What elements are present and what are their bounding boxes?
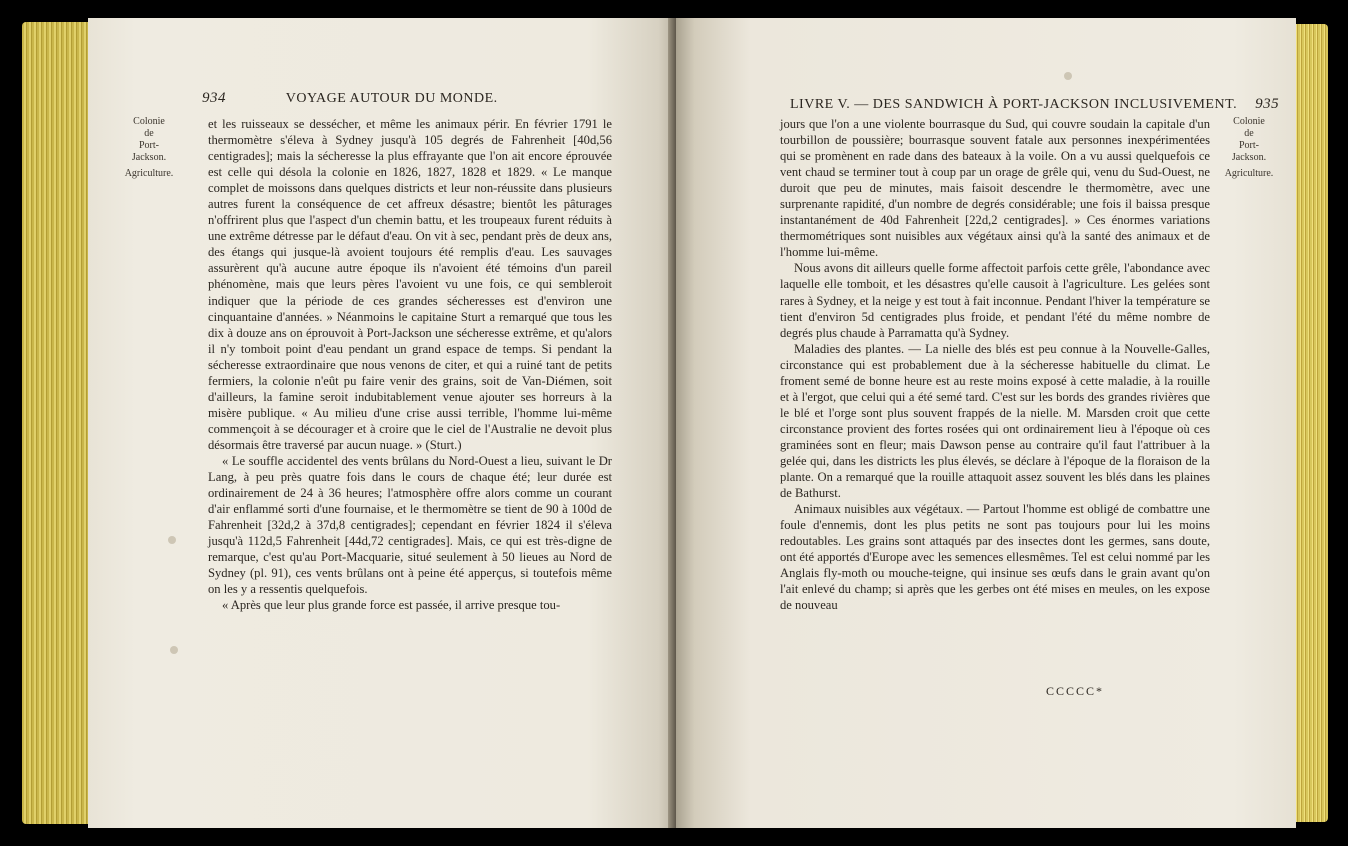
open-book bbox=[22, 18, 1328, 828]
marginal-line: de bbox=[144, 128, 154, 139]
marginal-line: Colonie bbox=[133, 116, 165, 127]
paragraph: « Après que leur plus grande force est passée, il arrive presque tou- bbox=[222, 598, 561, 613]
right-page-edges bbox=[1294, 24, 1328, 822]
left-marginal-note bbox=[122, 116, 176, 180]
left-folio: 934 bbox=[202, 90, 226, 106]
paper-speck bbox=[170, 646, 178, 654]
marginal-line: Port-Jackson. bbox=[1231, 140, 1267, 163]
paragraph: « Le souffle accidentel des vents brûlans du Nord-Ouest a lieu, suivant le Dr Lang, à peu près quatre fois dans le cours de chaque été; leur durée est ordinairement de 24 à 36 heures; l'atmosphère offre alors comme un courant d'air enflammé sorti d'une fournaise, et le thermomètre se tient de 90 à 100d de Fahrenheit [32d,2 à 37d,8 centigrades]; cependant en février 1824 il s'éleva jusqu'à 112d,5 Fahrenheit [44d,72 centigrades]. Mais, ce qui est très-digne de remarque, c'est qu'au Port-Macquarie, situé seulement à 50 lieues au Nord de Sydney (pl. 91), ces vents brûlans ont à peine été apperçus, si toutefois même on les y a ressentis quelquefois. bbox=[208, 453, 612, 597]
paragraph: jours que l'on a une violente bourrasque du Sud, qui couvre soudain la capitale d'un tourbillon de poussière; bourrasque souvent fatale aux personnes inexpérimentées qui se promènent en rade dans des bateaux à la voile. On a vu aussi quelquefois ce vent chaud se terminer tout à coup par un orage de grêle qui, venu du Sud-Ouest, ne duroit que peu de minutes, mais faisoit descendre le thermomètre, avec une surprenante rapidité, d'un nombre de degrés considérable; une fois il baissa presque instantanément de 40d Fahrenheit [22d,2 centigrades]. » Ces énormes variations thermométriques sont nuisibles aux végétaux ainsi qu'à la santé des animaux et de l'homme lui-même. bbox=[780, 117, 1210, 260]
paragraph: Nous avons dit ailleurs quelle forme affectoit parfois cette grêle, l'abondance avec laquelle elle tomboit, et les désastres qu'elle causoit à l'agriculture. Les gelées sont rares à Sydney, et la neige y est tout à fait inconnue. Pendant l'hiver la température se tient d'environ 5d centigrades plus froide, et pendant l'été du même nombre de degrés plus chaude à Parramatta qu'à Sydney. bbox=[780, 261, 1210, 340]
marginal-line: de bbox=[1244, 128, 1254, 139]
right-folio: 935 bbox=[1255, 96, 1280, 112]
right-running-head bbox=[790, 96, 1279, 113]
marginal-line: Colonie bbox=[1233, 116, 1265, 127]
left-body-text bbox=[208, 116, 612, 613]
paragraph: et les ruisseaux se dessécher, et même les animaux périr. En février 1791 le thermomètre s'éleva à Sydney jusqu'à 105 degrés de Fahrenheit [40d,56 centigrades]; mais la sécheresse la plus effrayante que l'on ait encore éprouvée est celle qui désola la colonie en 1826, 1827, 1828 et 1829. « Le manque complet de moissons dans quelques districts et leur non-réussite dans plusieurs autres furent la conséquence de cet affreux désastre; bientôt les pâturages n'offrirent plus que l'aspect d'un chemin battu, et les troupeaux furent réduits à une extrême détresse par le défaut d'eau. On vit à sec, pendant près de deux ans, des étangs qui jusque-là avoient toujours été remplis d'eau. Les sauvages assurèrent qu'à aucune autre époque ils n'avoient été témoins d'un pareil phénomène, mais que leurs pères l'avoient vu une fois, ce qui sembleroit indiquer que la période de ces grandes sécheresses est d'environ une cinquantaine d'années. » Néanmoins le capitaine Sturt a remarqué que tous les dix à douze ans on éprouvoit à Port-Jackson une sécheresse extrême, et qu'alors il n'y tomboit point d'eau pendant un grand espace de temps. Si pendant la sécheresse extraordinaire que nous venons de citer, et qui a ruiné tant de petits fermiers, la colonie n'eût pu faire venir des grains, soit de Van-Diémen, soit d'ailleurs, la famine seroit indubitablement venue ajouter ses horreurs à la misère publique. « Au milieu d'une crise aussi terrible, l'homme lui-même commençoit à se décourager et à croire que le ciel de l'Australie ne devoit plus désormais être traversé par aucun nuage. » (Sturt.) bbox=[208, 117, 612, 452]
marginal-line: Agriculture. bbox=[1224, 168, 1274, 179]
paper-speck bbox=[1064, 72, 1072, 80]
left-page-edges bbox=[22, 22, 92, 824]
paragraph: Maladies des plantes. — La nielle des blés est peu connue à la Nouvelle-Galles, circonstance qui est probablement due à la sécheresse habituelle du climat. Le froment semé de bonne heure est au reste moins exposé à cette maladie, à la rouille et à l'ergot, que celui qui a été semé tard. C'est sur les bords des grandes rivières que le blé et l'orge sont plus souvent frappés de la nielle. M. Marsden croit que cette circonstance provient des fortes rosées qui ont ordinairement lieu à l'époque où ces graminées sont en fleur; mais Dawson pense au contraire qu'il faut l'attribuer à la gelée qui, dans les districts les plus élevés, se déclare à l'époque de la floraison de la plante. On a remarqué que la rouille attaquoit assez souvent les blés dans les plaines de Bathurst. bbox=[780, 341, 1210, 501]
right-marginal-note bbox=[1222, 116, 1276, 180]
right-body-text bbox=[780, 116, 1210, 613]
marginal-line: Agriculture. bbox=[124, 168, 174, 179]
paragraph: Animaux nuisibles aux végétaux. — Partout l'homme est obligé de combattre une foule d'ennemis, dont les plus petits ne sont pas toujours pour lui les moins redoutables. Les grains sont attaqués par des insectes dont les germes, sans doute, ont été apportés d'Europe avec les semences ellesmêmes. Tel est celui nommé par les Anglais fly-moth ou mouche-teigne, qui insinue ses œufs dans le grain avant qu'on l'ait enlevé du champ; si après que les gerbes ont été mises en meules, on les expose de nouveau bbox=[780, 502, 1210, 613]
marginal-line: Port-Jackson. bbox=[131, 140, 167, 163]
left-page bbox=[88, 18, 676, 828]
left-running-title: VOYAGE AUTOUR DU MONDE. bbox=[285, 91, 498, 106]
paper-speck bbox=[168, 536, 176, 544]
right-page bbox=[676, 18, 1296, 828]
signature-mark: CCCCC* bbox=[1046, 684, 1105, 698]
left-running-head bbox=[202, 90, 498, 107]
right-running-title: LIVRE V. — DES SANDWICH À PORT-JACKSON INCLUSIVEMENT. bbox=[790, 97, 1238, 112]
